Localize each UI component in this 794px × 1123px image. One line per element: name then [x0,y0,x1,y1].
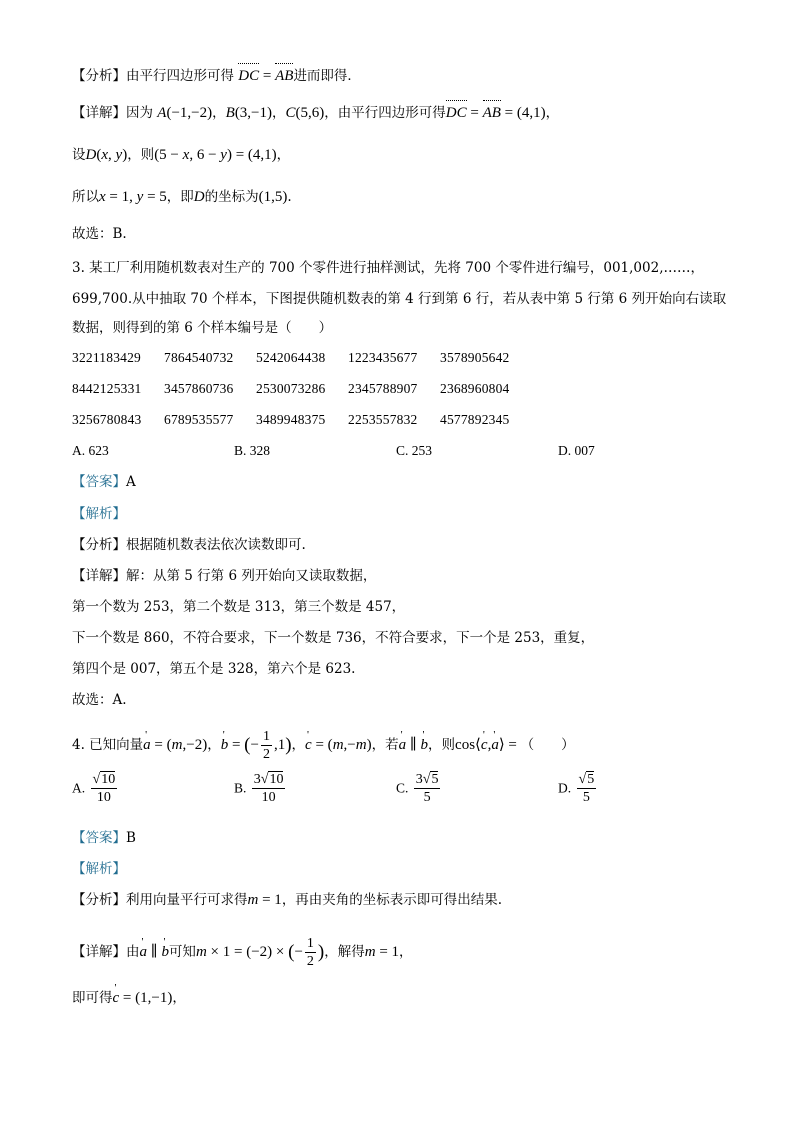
option-label: D. [558,780,572,796]
so-tail-2: 的坐标为 [204,189,259,205]
detail-text-3: ，解得 [324,944,365,960]
answer-tag: 【答案】 [72,830,126,846]
vector-dc: DC [238,68,260,84]
prev-set-line: 设D(x, y)，则(5 − x, 6 − y) = (4,1)， [72,147,291,163]
table-cell: 6789535577 [164,412,234,427]
table-cell: 7864540732 [164,350,234,365]
q4-stem: 4. 已知向量' a = (m,−2)，' b = (− $\frac{1}{2}$ ,1)，' c = (m,−m)，若' a ∥ ' b，则cos⟨' c,' a⟩ = （ ） [72,728,575,763]
q4-last-line: 即可得' c = (1,−1)， [72,988,186,1008]
option-label: B. [234,780,247,796]
q3-stem-line-2: 699,700.从中抽取 70 个样本，下图提供随机数表的第 4 行到第 6 行，若从表中第 5 行第 6 列开始向右读取 [72,291,727,307]
then-text: ，则 [127,147,155,163]
option-label: A. [72,780,86,796]
so-text: 所以 [72,189,99,205]
q4-detail-line: 【详解】由' a ∥ ' b可知m × 1 = (−2) × (− $\frac{1}{2}$ )，解得m = 1， [72,935,413,970]
q3-option-d: D. 007 [558,443,595,458]
last-text: 即可得 [72,990,113,1006]
q3-option-a: A. 623 [72,443,109,458]
analysis-tag: 【分析】 [72,892,126,908]
analysis-text: 根据随机数表法依次读数即可. [126,537,306,553]
fraction-half: $\frac{1}{2}$ [262,729,270,762]
table-cell: 3578905642 [440,350,510,365]
q3-detail-line-2: 第一个数为 253，第二个数是 313，第三个数是 457， [72,599,406,615]
table-cell: 4577892345 [440,412,510,427]
detail-tag: 【详解】 [72,944,126,960]
q3-stem-line-1: 3. 某工厂利用随机数表对生产的 700 个零件进行抽样测试，先将 700 个零件进行编号，001,002,……， [72,260,704,276]
q4-stem-text-2: ，若 [371,737,399,753]
q4-option-c [396,771,442,806]
q4-jiexi-tag: 【解析】 [72,861,126,877]
table-cell: 2253557832 [348,412,418,427]
option-fraction: $\frac{3√5}{5}$ [415,772,439,805]
table-cell: 2368960804 [440,381,510,396]
prev-analysis-line: 【分析】由平行四边形可得 DC = AB进而即得． [72,68,361,84]
option-fraction: $\frac{√5}{5}$ [578,772,595,805]
prev-answer: 故选：B. [72,226,127,242]
detail-text: 解：从第 5 行第 6 列开始向又读取数据， [126,568,377,584]
q3-answer-line [72,472,136,492]
q4-stem-text: 4. 已知向量 [72,737,144,753]
analysis-text-2: ，再由夹角的坐标表示即可得出结果. [281,892,503,908]
q4-option-b [234,771,287,806]
detail-text-2: ，由平行四边形可得 [324,105,446,121]
option-fraction: $\frac{3√10}{10}$ [253,772,284,805]
prev-detail-line: 【详解】因为 A(−1,−2)，B(3,−1)，C(5,6)，由平行四边形可得DC = AB = (4,1)， [72,105,560,121]
vector-ab: AB [275,68,294,84]
q3-jiexi-tag: 【解析】 [72,506,126,522]
q3-option-c: C. 253 [396,443,433,458]
q3-analysis-line [72,535,306,555]
prev-so-line: 所以x = 1, y = 5，即D的坐标为(1,5). [72,189,292,205]
analysis-tag: 【分析】 [72,537,126,553]
q4-option-a [72,771,119,806]
detail-tag: 【详解】 [72,105,126,121]
detail-text: 由 [126,944,140,960]
analysis-text: 利用向量平行可求得 [126,892,248,908]
answer-tag: 【答案】 [72,474,126,490]
table-cell: 3256780843 [72,412,142,427]
detail-tag: 【详解】 [72,568,126,584]
q4-option-d [558,771,598,806]
analysis-tail: 进而即得． [293,68,361,84]
option-label: C. [396,780,409,796]
q3-option-b: B. 328 [234,443,271,458]
random-table-row [72,350,532,366]
q3-detail-line-1 [72,566,376,586]
q4-stem-text-4: （ ） [520,737,575,753]
answer-value: B [126,830,136,846]
q3-detail-line-4: 第四个是 007，第五个是 328，第六个是 623. [72,661,356,677]
table-cell: 5242064438 [256,350,326,365]
table-cell: 2345788907 [348,381,418,396]
table-cell: 2530073286 [256,381,326,396]
set-text: 设 [72,147,86,163]
q4-stem-text-3: ，则 [428,737,456,753]
q3-stem-line-3: 数据，则得到的第 6 个样本编号是（ ） [72,320,333,336]
random-table-row [72,412,532,428]
table-cell: 3221183429 [72,350,141,365]
detail-text: 因为 [126,105,153,121]
q4-analysis-line: 【分析】利用向量平行可求得m = 1，再由夹角的坐标表示即可得出结果. [72,892,503,908]
q3-choose: 故选：A. [72,692,127,708]
table-cell: 1223435677 [348,350,418,365]
q4-answer-line [72,828,136,848]
answer-value: A [126,474,136,490]
so-tail: ，即 [166,189,194,205]
analysis-text: 由平行四边形可得 [126,68,234,84]
table-cell: 3489948375 [256,412,326,427]
option-fraction: $\frac{√10}{10}$ [92,772,116,805]
q3-detail-line-3: 下一个数是 860，不符合要求，下一个数是 736，不符合要求，下一个是 253，重复， [72,630,595,646]
table-cell: 8442125331 [72,381,142,396]
fraction-half: $\frac{1}{2}$ [306,936,314,969]
analysis-tag: 【分析】 [72,68,126,84]
table-cell: 3457860736 [164,381,234,396]
random-table-row [72,381,532,397]
detail-text-2: 可知 [168,944,196,960]
